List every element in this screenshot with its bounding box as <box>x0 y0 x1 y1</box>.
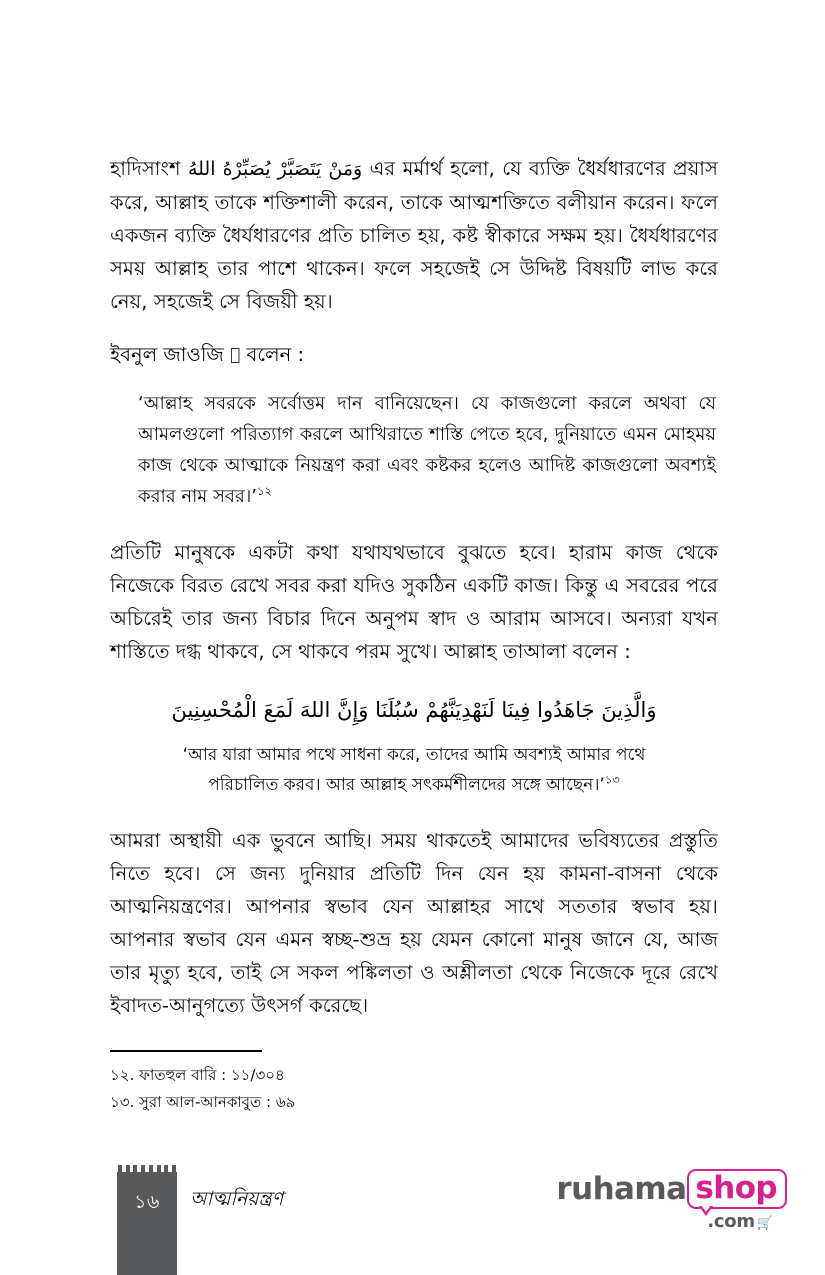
footnote-ref-13[interactable]: ১৩ <box>604 772 620 787</box>
paragraph-patience-reward: প্রতিটি মানুষকে একটা কথা যথাযথভাবে বুঝতে হবে। হারাম কাজ থেকে নিজেকে বিরত রেখে সবর করা যদিও সুকঠিন একটি কাজ। কিন্তু এ সবরের পরে অচিরেই তার জন্য বিচার দিনে অনুপম স্বাদ ও আরাম আসবে। অন্যরা যখন শাস্তিতে দগ্ধ থাকবে, সে থাকবে পরম সুখে। আল্লাহ তাআলা বলেন : <box>110 541 718 663</box>
binding-dot <box>172 1165 176 1172</box>
notepad-binding-dots <box>117 1163 177 1172</box>
footnotes-section <box>110 1050 670 1116</box>
page-content <box>110 152 718 1022</box>
binding-dot <box>133 1165 137 1172</box>
binding-dot <box>164 1165 168 1172</box>
logo-domain-text: .com <box>707 1211 755 1232</box>
quote-attribution <box>110 340 718 370</box>
logo-word-ruhama: ruhama <box>556 1170 687 1207</box>
quran-ayah-translation <box>110 740 718 800</box>
binding-dot <box>149 1165 153 1172</box>
ruhamashop-logo[interactable] <box>556 1169 787 1231</box>
scholar-name: ইবনুল জাওজি <box>110 343 224 366</box>
logo-domain-row <box>707 1213 773 1231</box>
shopping-cart-icon: 🛒 <box>756 1214 773 1230</box>
hadith-explanation-text: এর মর্মার্থ হলো, যে ব্যক্তি ধৈর্যধারণের প্রয়াস করে, আল্লাহ তাকে শক্তিশালী করেন, তাকে আত্মশক্তিতে বলীয়ান করেন। ফলে একজন ব্যক্তি ধৈর্যধারণের প্রতি চালিত হয়, কষ্ট স্বীকারে সক্ষম হয়। ধৈর্যধারণের সময় আল্লাহ তার পাশে থাকেন। ফলে সহজেই সে উদ্দিষ্ট বিষয়টি লাভ করে নেয়, সহজেই সে বিজয়ী হয়। <box>110 157 718 313</box>
book-title-footer: আত্মনিয়ন্ত্রণ <box>190 1188 284 1210</box>
logo-word-shop: shop <box>695 1170 777 1206</box>
ayah-translation-text: ‘আর যারা আমার পথে সাধনা করে, তাদের আমি অবশ্যই আমার পথে পরিচালিত করব। আর আল্লাহ সৎকর্মশীলদের সঙ্গে আছেন।’ <box>182 745 646 795</box>
logo-wordmark-row <box>556 1169 787 1209</box>
binding-dot <box>141 1165 145 1172</box>
blockquote-text: ‘আল্লাহ সবরকে সর্বোত্তম দান বানিয়েছেন। যে কাজগুলো করলে অথবা যে আমলগুলো পরিত্যাগ করলে আখিরাতে শাস্তি পেতে হবে, দুনিয়াতে এমন মোহময় কাজ থেকে আত্মাকে নিয়ন্ত্রণ করা এবং কষ্টকর হলেও আদিষ্ট কাজগুলো অবশ্যই করার নাম সবর।’ <box>138 393 716 507</box>
footnote-item: ১২. ফাতহুল বারি : ১১/৩০৪ <box>110 1066 285 1084</box>
footnote-item: ১৩. সুরা আল-আনকাবুত : ৬৯ <box>110 1093 296 1111</box>
page-number: ১৬ <box>134 1191 160 1213</box>
says-label: বলেন : <box>246 343 305 366</box>
binding-dot <box>126 1165 130 1172</box>
logo-speech-bubble <box>687 1169 787 1209</box>
blockquote-ibnul-jawzi <box>110 388 718 512</box>
binding-dot <box>157 1165 161 1172</box>
binding-dot <box>118 1165 122 1172</box>
footnote-separator-rule <box>110 1050 262 1052</box>
paragraph-hadith-explanation <box>110 152 718 318</box>
rahimahullah-icon: ﷫ <box>230 345 241 365</box>
quran-ayah-arabic: وَالَّذِينَ جَاهَدُوا فِينَا لَنَهْدِيَنَّهُمْ سُبُلَنَا وَإِنَّ اللهَ لَمَعَ الْمُحْسِنِينَ <box>171 698 657 722</box>
hadith-arabic-text: وَمَنْ يَتَصَبَّرْ يُصَبِّرْهُ اللهُ <box>187 158 363 180</box>
hadith-label: হাদিসাংশ <box>110 157 188 180</box>
page-footer <box>0 1145 825 1275</box>
footnote-ref-12[interactable]: ১২ <box>257 484 272 498</box>
paragraph-temporary-world: আমরা অস্থায়ী এক ভুবনে আছি। সময় থাকতেই আমাদের ভবিষ্যতের প্রস্তুতি নিতে হবে। সে জন্য দুনিয়ার প্রতিটি দিন যেন হয় কামনা-বাসনা থেকে আত্মনিয়ন্ত্রণের। আপনার স্বভাব যেন আল্লাহর সাথে সততার স্বভাব হয়। আপনার স্বভাব যেন এমন স্বচ্ছ-শুভ্র হয় যেমন কোনো মানুষ জানে যে, আজ তার মৃত্যু হবে, তাই সে সকল পঙ্কিলতা ও অশ্লীলতা থেকে নিজেকে দূরে রেখে ইবাদত-আনুগত্যে উৎসর্গ করেছে। <box>110 829 718 1017</box>
